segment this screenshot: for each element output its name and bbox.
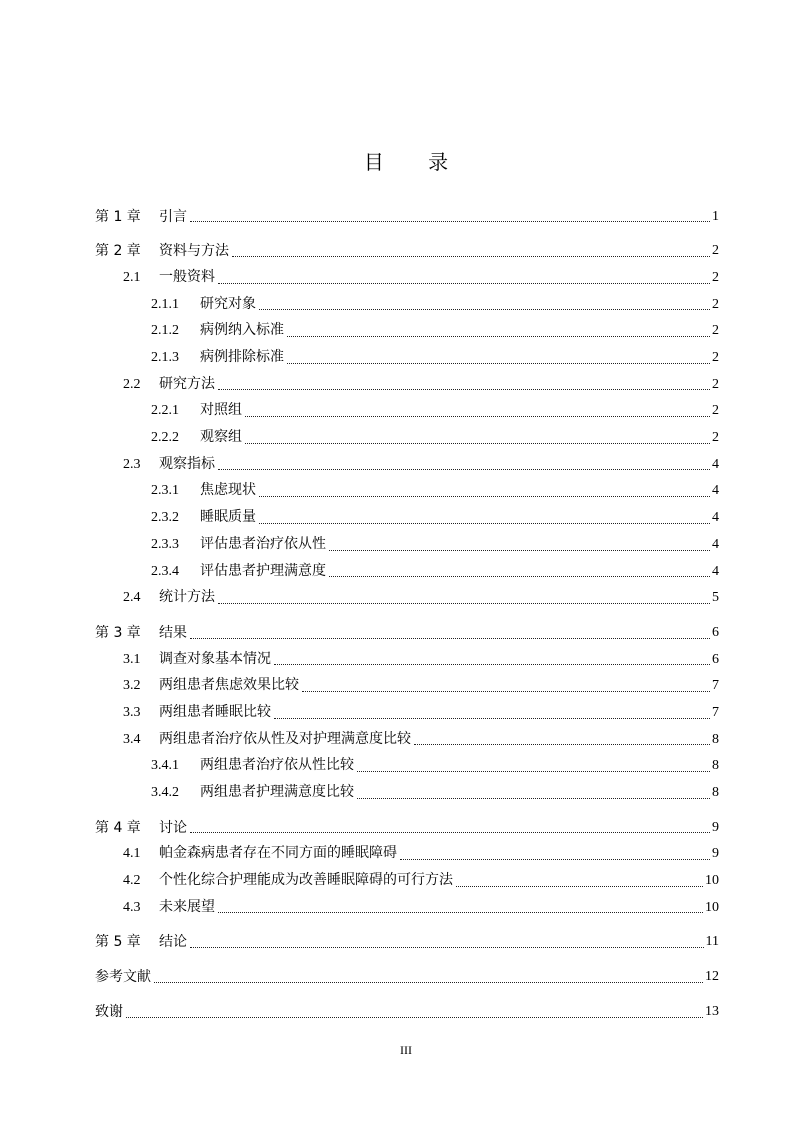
toc-entry-chapter (0, 929, 719, 956)
toc-entry-number: 第 4 章 (95, 819, 141, 836)
toc-entry-number: 3.1 (123, 651, 141, 667)
toc-entry-section (0, 727, 719, 754)
toc-dot-leader (302, 691, 710, 692)
toc-entry-page-number: 8 (712, 758, 719, 774)
toc-entry-subsection (0, 425, 719, 452)
toc-entry-page-number: 12 (705, 969, 719, 985)
toc-entry-number: 2.3.2 (151, 510, 179, 526)
toc-entry-chapter (0, 620, 719, 647)
toc-dot-leader (259, 309, 710, 310)
toc-entry-title: 结果 (159, 624, 187, 641)
toc-entry-page-number: 7 (712, 678, 719, 694)
toc-dot-leader (259, 496, 710, 497)
toc-entry-title: 两组患者治疗依从性比较 (200, 758, 354, 774)
toc-entry-chapter (0, 204, 719, 231)
toc-dot-leader (218, 283, 710, 284)
toc-entry-section (0, 895, 719, 922)
toc-dot-leader (287, 363, 710, 364)
page-number-footer: III (400, 1043, 412, 1057)
toc-heading: 目 录 (363, 150, 449, 174)
toc-dot-leader (232, 256, 710, 257)
toc-entry-title: 致谢 (95, 1003, 123, 1020)
toc-dot-leader (357, 771, 710, 772)
toc-entry-section (0, 700, 719, 727)
toc-dot-leader (218, 912, 703, 913)
toc-entry-subsection (0, 532, 719, 559)
toc-entry-number: 2.3.4 (151, 563, 179, 579)
toc-entry-number: 3.3 (123, 704, 141, 720)
toc-entry-title: 病例纳入标准 (200, 323, 284, 339)
toc-entry-title: 统计方法 (159, 590, 215, 606)
toc-entry-section (0, 372, 719, 399)
toc-entry-section (0, 673, 719, 700)
toc-entry-subsection (0, 478, 719, 505)
toc-entry-section (0, 841, 719, 868)
toc-entry-subsection (0, 292, 719, 319)
toc-dot-leader (287, 336, 710, 337)
toc-entry-title: 研究对象 (200, 296, 256, 312)
toc-entry-number: 第 2 章 (95, 243, 141, 260)
toc-entry-page-number: 7 (712, 704, 719, 720)
toc-entry-page-number: 2 (712, 243, 719, 259)
toc-entry-title: 未来展望 (159, 899, 215, 915)
toc-entry-page-number: 2 (712, 430, 719, 446)
toc-entry-title: 焦虑现状 (200, 483, 256, 499)
toc-dot-leader (190, 947, 704, 948)
toc-dot-leader (218, 603, 710, 604)
toc-dot-leader (456, 886, 703, 887)
toc-entry-page-number: 2 (712, 376, 719, 392)
toc-dot-leader (274, 718, 710, 719)
toc-entry-page-number: 11 (705, 934, 719, 950)
toc-entry-section (0, 868, 719, 895)
toc-entry-subsection (0, 345, 719, 372)
toc-entry-page-number: 4 (712, 456, 719, 472)
toc-entry-subsection (0, 505, 719, 532)
toc-entry-title: 参考文献 (95, 969, 151, 986)
toc-dot-leader (357, 798, 710, 799)
toc-entry-page-number: 6 (712, 651, 719, 667)
toc-entry-title: 资料与方法 (159, 243, 229, 260)
toc-entry-number: 第 5 章 (95, 934, 141, 951)
toc-entry-title: 两组患者治疗依从性及对护理满意度比较 (159, 731, 411, 747)
toc-dot-leader (414, 744, 710, 745)
toc-entry-number: 2.2.1 (151, 403, 179, 419)
toc-dot-leader (218, 389, 710, 390)
toc-entry-title: 引言 (159, 208, 187, 225)
toc-entry-title: 研究方法 (159, 376, 215, 392)
toc-dot-leader (190, 221, 710, 222)
toc-entry-page-number: 9 (712, 819, 719, 835)
toc-dot-leader (190, 832, 710, 833)
toc-entry-page-number: 10 (705, 899, 719, 915)
toc-dot-leader (400, 859, 710, 860)
toc-dot-leader (218, 469, 710, 470)
toc-entry-number: 2.1.2 (151, 323, 179, 339)
toc-entry-title: 帕金森病患者存在不同方面的睡眠障碍 (159, 846, 397, 862)
toc-entry-page-number: 1 (712, 208, 719, 224)
toc-entry-number: 4.3 (123, 899, 141, 915)
table-of-contents (0, 196, 719, 1026)
toc-dot-leader (329, 576, 710, 577)
toc-entry-number: 2.3.1 (151, 483, 179, 499)
toc-entry-page-number: 8 (712, 785, 719, 801)
toc-entry-section (0, 452, 719, 479)
toc-entry-page-number: 6 (712, 624, 719, 640)
toc-entry-section (0, 647, 719, 674)
toc-entry-page-number: 8 (712, 731, 719, 747)
toc-entry-number: 2.4 (123, 590, 141, 606)
toc-entry-number: 3.2 (123, 678, 141, 694)
toc-entry-subsection (0, 559, 719, 586)
toc-dot-leader (245, 416, 710, 417)
toc-entry-section (0, 585, 719, 612)
toc-entry-page-number: 4 (712, 563, 719, 579)
toc-entry-page-number: 2 (712, 350, 719, 366)
toc-entry-title: 观察组 (200, 430, 242, 446)
toc-entry-subsection (0, 398, 719, 425)
toc-entry-title: 睡眠质量 (200, 510, 256, 526)
toc-dot-leader (274, 664, 710, 665)
toc-entry-title: 两组患者睡眠比较 (159, 704, 271, 720)
toc-entry-number: 4.1 (123, 846, 141, 862)
toc-entry-title: 结论 (159, 934, 187, 951)
toc-entry-number: 2.1.3 (151, 350, 179, 366)
toc-entry-number: 第 3 章 (95, 624, 141, 641)
toc-entry-title: 对照组 (200, 403, 242, 419)
toc-entry-title: 两组患者护理满意度比较 (200, 785, 354, 801)
toc-entry-chapter (0, 815, 719, 842)
toc-dot-leader (245, 443, 710, 444)
toc-entry-page-number: 4 (712, 536, 719, 552)
toc-entry-chapter (0, 999, 719, 1026)
toc-entry-number: 2.3.3 (151, 536, 179, 552)
toc-entry-title: 评估患者护理满意度 (200, 563, 326, 579)
toc-dot-leader (259, 523, 710, 524)
toc-entry-title: 调查对象基本情况 (159, 651, 271, 667)
toc-entry-page-number: 4 (712, 510, 719, 526)
toc-entry-page-number: 2 (712, 323, 719, 339)
toc-entry-title: 病例排除标准 (200, 350, 284, 366)
toc-entry-page-number: 10 (705, 873, 719, 889)
toc-entry-number: 4.2 (123, 873, 141, 889)
toc-entry-number: 3.4.2 (151, 785, 179, 801)
toc-entry-section (0, 265, 719, 292)
toc-entry-page-number: 4 (712, 483, 719, 499)
toc-entry-page-number: 13 (705, 1003, 719, 1019)
toc-entry-number: 3.4 (123, 731, 141, 747)
toc-entry-subsection (0, 753, 719, 780)
toc-entry-title: 一般资料 (159, 269, 215, 285)
toc-entry-number: 2.1 (123, 269, 141, 285)
toc-entry-title: 评估患者治疗依从性 (200, 536, 326, 552)
toc-entry-page-number: 2 (712, 269, 719, 285)
toc-entry-title: 个性化综合护理能成为改善睡眠障碍的可行方法 (159, 873, 453, 889)
toc-entry-chapter (0, 238, 719, 265)
toc-entry-number: 第 1 章 (95, 208, 141, 225)
toc-entry-page-number: 2 (712, 403, 719, 419)
toc-dot-leader (329, 550, 710, 551)
toc-entry-page-number: 2 (712, 296, 719, 312)
toc-entry-number: 3.4.1 (151, 758, 179, 774)
toc-entry-title: 观察指标 (159, 456, 215, 472)
toc-entry-number: 2.2.2 (151, 430, 179, 446)
toc-dot-leader (190, 638, 710, 639)
toc-entry-chapter (0, 964, 719, 991)
toc-entry-page-number: 9 (712, 846, 719, 862)
toc-dot-leader (154, 982, 703, 983)
toc-entry-title: 两组患者焦虑效果比较 (159, 678, 299, 694)
toc-entry-title: 讨论 (159, 819, 187, 836)
toc-entry-subsection (0, 318, 719, 345)
toc-entry-page-number: 5 (712, 590, 719, 606)
toc-entry-subsection (0, 780, 719, 807)
toc-entry-number: 2.3 (123, 456, 141, 472)
toc-entry-number: 2.1.1 (151, 296, 179, 312)
toc-entry-number: 2.2 (123, 376, 141, 392)
toc-dot-leader (126, 1017, 703, 1018)
